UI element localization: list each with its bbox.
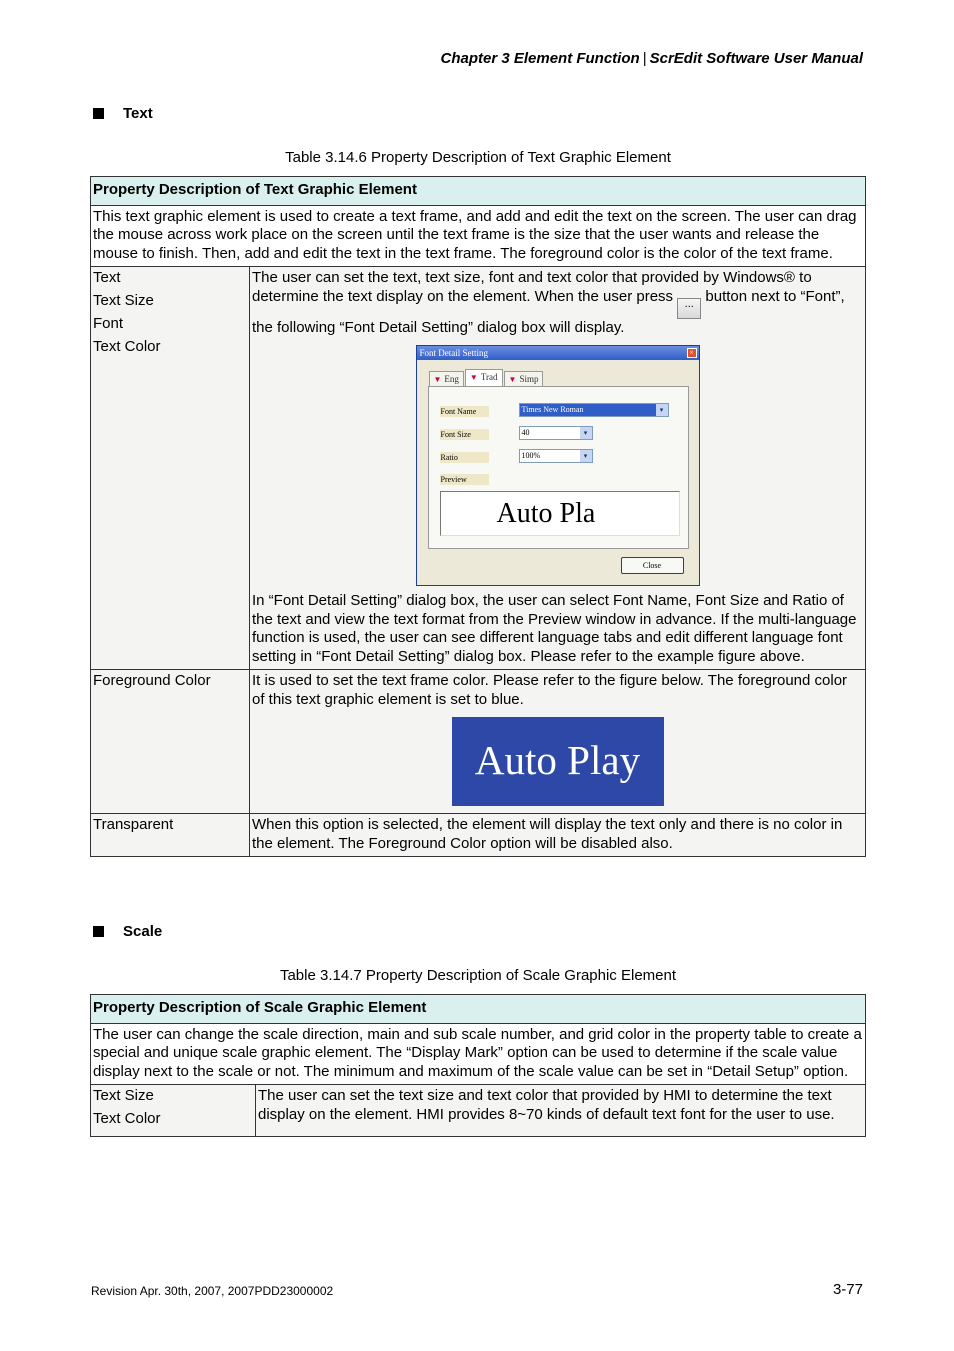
chapter-title: Chapter 3 Element Function <box>440 50 640 67</box>
font-size-label: Font Size <box>440 429 489 440</box>
property-description-cell <box>250 670 866 814</box>
table-header: Property Description of Text Graphic Element <box>91 177 866 206</box>
property-name: Text Size <box>93 292 154 309</box>
ellipsis-button-icon: ... <box>677 298 701 319</box>
property-description: The user can set the text size and text color that provided by HMI to determine the text display on the element. HMI provides 8~70 kinds of default text font for the user to use. <box>256 1085 866 1137</box>
tab-simp[interactable] <box>504 371 544 386</box>
ratio-select[interactable] <box>519 449 593 463</box>
section-heading-text-label: Text <box>123 105 153 122</box>
font-size-value: 40 <box>521 428 530 437</box>
table-header: Property Description of Scale Graphic Element <box>91 995 866 1024</box>
property-name: Text Color <box>93 338 161 355</box>
text-property-table <box>90 176 866 857</box>
tab-label: Simp <box>519 374 539 384</box>
font-name-label: Font Name <box>440 406 489 417</box>
tab-label: Eng <box>444 374 459 384</box>
font-detail-dialog <box>416 345 700 586</box>
property-name: Transparent <box>91 814 250 857</box>
header-separator: | <box>642 50 647 67</box>
property-name: Foreground Color <box>91 670 250 814</box>
property-description: It is used to set the text frame color. Please refer to the figure below. The foreground color of this text graphic element is set to blue. <box>252 672 848 708</box>
desc-text: button next to “Font”, the following “Font Detail Setting” dialog box will display. <box>252 287 845 336</box>
ratio-label: Ratio <box>440 452 489 463</box>
dialog-titlebar <box>417 346 699 360</box>
scale-property-table <box>90 994 866 1137</box>
square-bullet-icon <box>93 108 104 119</box>
property-description: When this option is selected, the element will display the text only and there is no color in the element. The Foreground Color option will be disabled also. <box>250 814 866 857</box>
preview-box: Auto Pla <box>440 491 680 536</box>
dialog-title: Font Detail Setting <box>419 348 488 358</box>
ratio-value: 100% <box>521 451 541 460</box>
chevron-down-icon: ▾ <box>580 450 592 462</box>
chevron-down-icon: ▾ <box>656 404 668 416</box>
property-description <box>252 269 863 337</box>
property-description-continued: In “Font Detail Setting” dialog box, the user can select Font Name, Font Size and Ratio of the text and view the text format from the Preview window in advance. If the multi-language function is used, the user can see different language tabs and edit different language font setting in “Font Detail Setting” dialog box. Please refer to the example figure above. <box>252 592 857 665</box>
square-bullet-icon <box>93 926 104 937</box>
desc-text: The user can set the text, text size, font and text color that provided by Windows® to determine the text display on the element. When the user press <box>252 269 812 305</box>
property-name: Text Size <box>93 1087 154 1104</box>
close-button[interactable]: Close <box>621 557 684 574</box>
tab-eng[interactable] <box>429 371 464 386</box>
language-tabs <box>429 371 545 386</box>
close-icon[interactable]: × <box>687 348 697 358</box>
table-caption-text: Table 3.14.6 Property Description of Text Graphic Element <box>285 149 671 166</box>
font-name-value: Times New Roman <box>521 405 584 414</box>
foreground-color-sample: Auto Play <box>452 717 664 806</box>
property-names-cell <box>91 267 250 670</box>
property-description-cell <box>250 267 866 670</box>
section-heading-text <box>93 105 153 122</box>
chevron-down-icon: ▾ <box>580 427 592 439</box>
tab-label: Trad <box>480 372 498 382</box>
manual-title: ScrEdit Software User Manual <box>649 50 863 67</box>
footer-revision: Revision Apr. 30th, 2007, 2007PDD23000002 <box>91 1284 334 1298</box>
section-heading-scale <box>93 923 162 940</box>
property-names-cell <box>91 1085 256 1137</box>
page-number: 3-77 <box>832 1281 863 1298</box>
font-size-select[interactable] <box>519 426 593 440</box>
flag-icon: ▼ <box>469 373 478 382</box>
table-intro: The user can change the scale direction, main and sub scale number, and grid color in the property table to create a special and unique scale graphic element. The “Display Mark” option can be used to determine if the scale value display next to the scale or not. The minimum and maximum of the scale value can be set in “Detail Setup” option. <box>91 1023 866 1085</box>
property-name: Text Color <box>93 1110 161 1127</box>
preview-label: Preview <box>440 474 489 485</box>
tab-panel <box>428 386 689 549</box>
property-name: Text <box>93 269 121 286</box>
flag-icon: ▼ <box>508 375 517 384</box>
font-name-select[interactable] <box>519 403 669 417</box>
table-caption-scale: Table 3.14.7 Property Description of Scale Graphic Element <box>279 967 677 984</box>
page-header <box>440 50 863 67</box>
section-heading-scale-label: Scale <box>123 923 163 940</box>
property-name: Font <box>93 315 124 332</box>
flag-icon: ▼ <box>433 375 442 384</box>
tab-trad[interactable] <box>465 369 503 386</box>
table-intro: This text graphic element is used to create a text frame, and add and edit the text on the screen. The user can drag the mouse across work place on the screen until the text frame is the size that the user wants and release the mouse to finish. Then, add and edit the text in the text frame. The foreground color is the color of the text frame. <box>91 205 866 267</box>
